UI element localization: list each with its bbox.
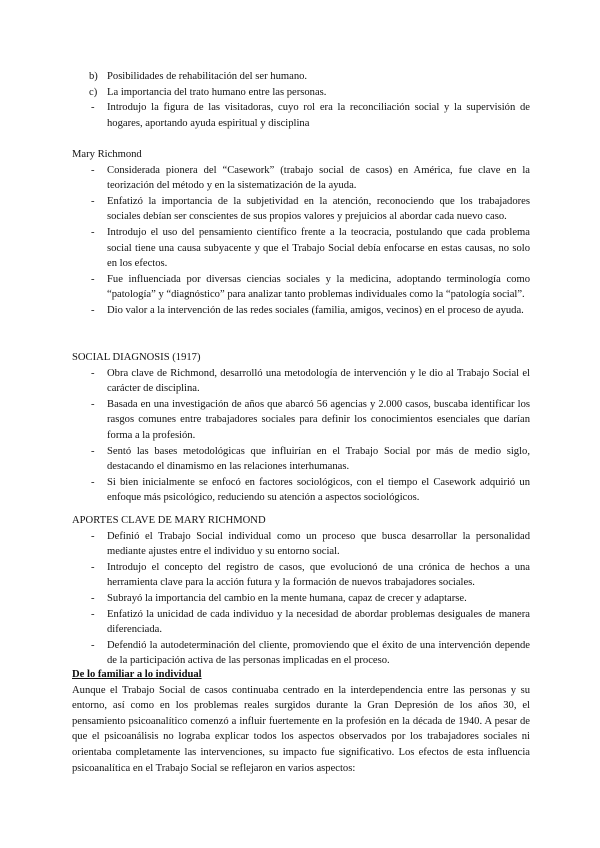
list-item: - Considerada pionera del “Casework” (trabajo social de casos) en América, fue clave en la teorización del método y en la sistematización de la ayuda. xyxy=(91,164,530,192)
list-item: - Definió el Trabajo Social individual como un proceso que busca desarrollar la personalidad mediante ajustes entre el individuo y su entorno social. xyxy=(91,530,530,558)
aportes-list xyxy=(72,529,530,669)
body-paragraph: Aunque el Trabajo Social de casos continuaba centrado en la interdependencia entre las personas y su entorno, así como en los problemas reales surgidos durante la Gran Depresión de los años 30, el pensamiento psicoanalítico comenzó a influir fuertemente en la profesión en la década de 1940. A pesar de que el psicoanálisis no lograba explicar todos los aspectos observados por los trabajadores sociales ni orientaba completamente las intervenciones, su impacto fue significativo. Los efectos de esta influencia psicoanalítica en el Trabajo Social se reflejaron en varios aspectos: xyxy=(72,684,530,774)
aportes-section xyxy=(72,513,530,669)
bullet: - xyxy=(91,304,95,316)
mary-richmond-section xyxy=(72,147,530,319)
list-item: - Subrayó la importancia del cambio en la mente humana, capaz de crecer y adaptarse. xyxy=(72,591,530,607)
list-item: - Dio valor a la intervención de las redes sociales (familia, amigos, vecinos) en el proceso de ayuda. xyxy=(72,303,530,319)
bullet: - xyxy=(91,445,95,457)
list-item: - Si bien inicialmente se enfocó en factores sociológicos, con el tiempo el Casework adquirió un enfoque más psicológico, reduciendo su atención a aspectos sociológicos. xyxy=(91,476,530,504)
bullet: - xyxy=(91,164,95,176)
list-item: - Enfatizó la unicidad de cada individuo y la necesidad de abordar problemas desiguales de manera diferenciada. xyxy=(91,608,530,636)
list-item: - Defendió la autodeterminación del cliente, promoviendo que el éxito de una intervención depende de la participación activa de las personas implicadas en el proceso. xyxy=(91,639,530,667)
list-item: - Introdujo el uso del pensamiento científico frente a la teocracia, postulando que cada problema social tiene una causa subyacente y que el Trabajo Social debía enfocarse en estas causas, no solo en los efectos. xyxy=(91,226,530,270)
diagnosis-list xyxy=(72,366,530,506)
bullet: - xyxy=(91,476,95,488)
intro-list xyxy=(72,69,530,131)
bullet: - xyxy=(91,367,95,379)
list-item: - Introdujo la figura de las visitadoras, cuyo rol era la reconciliación social y la supervisión de hogares, aportando ayuda espiritual y disciplina xyxy=(91,102,530,129)
bullet: - xyxy=(91,639,95,651)
section-heading: SOCIAL DIAGNOSIS (1917) xyxy=(72,352,201,363)
list-marker: b) xyxy=(89,71,98,82)
list-item: - Basada en una investigación de años que abarcó 56 agencias y 2.000 casos, buscaba identificar los rasgos comunes entre trabajadores sociales para definir los conocimientos esenciales que darían forma a la profesión. xyxy=(91,398,530,441)
list-item: - Sentó las bases metodológicas que influirían en el Trabajo Social por más de medio siglo, destacando el dinamismo en las relaciones interhumanas. xyxy=(91,445,530,473)
mary-list xyxy=(72,163,530,319)
social-diagnosis-section xyxy=(72,350,530,506)
bullet: - xyxy=(91,226,95,238)
list-item: - Introdujo el concepto del registro de casos, que evolucionó de una crónica de hechos a una herramienta clave para la acción futura y la formación de nuevos trabajadores sociales. xyxy=(91,561,530,589)
section-heading: De lo familiar a lo individual xyxy=(72,669,202,680)
bullet: - xyxy=(91,530,95,542)
section-heading: Mary Richmond xyxy=(72,149,142,160)
bullet: - xyxy=(91,398,95,410)
bullet: - xyxy=(91,592,95,604)
list-marker: - xyxy=(91,102,95,114)
section-heading: APORTES CLAVE DE MARY RICHMOND xyxy=(72,515,266,526)
list-marker: c) xyxy=(89,86,98,98)
list-item: - Fue influenciada por diversas ciencias sociales y la medicina, adoptando terminología como “patología” y “diagnóstico” para analizar tanto problemas individuales como la “patología social”. xyxy=(91,273,530,301)
list-item: - Enfatizó la importancia de la subjetividad en la atención, reconociendo que los trabajadores sociales debían ser conscientes de sus propios valores y prejuicios al abordar cada nuevo caso. xyxy=(91,195,530,223)
list-item: c) La importancia del trato humano entre las personas. xyxy=(72,85,530,101)
bullet: - xyxy=(91,195,95,207)
bullet: - xyxy=(91,561,95,573)
intro-section xyxy=(72,69,530,131)
bullet: - xyxy=(91,273,95,285)
list-item: b) Posibilidades de rehabilitación del ser humano. xyxy=(72,69,530,85)
bullet: - xyxy=(91,608,95,620)
familiar-section xyxy=(72,667,530,776)
list-item: - Obra clave de Richmond, desarrolló una metodología de intervención y le dio al Trabajo Social el carácter de disciplina. xyxy=(91,367,530,395)
